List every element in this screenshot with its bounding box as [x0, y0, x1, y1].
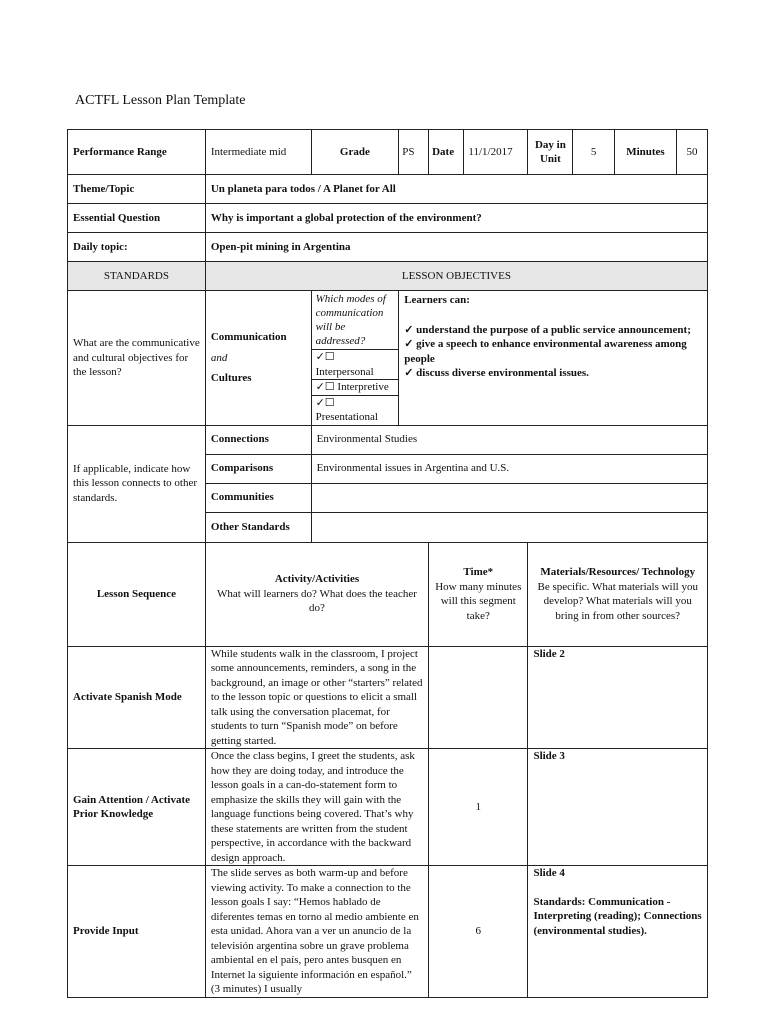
mode-interpretive: ✓☐ Interpretive: [312, 380, 399, 396]
time-subtitle: How many minutes will this segment take?: [435, 580, 522, 622]
materials-text: Slide 4: [533, 867, 565, 879]
essential-question-label: Essential Question: [68, 204, 206, 233]
and-label: and: [210, 351, 228, 364]
objective-3: ✓ discuss diverse environmental issues.: [404, 367, 589, 379]
theme-label: Theme/Topic: [68, 175, 206, 204]
lesson-plan-table: [67, 129, 708, 998]
theme-row: [68, 175, 708, 204]
connections-value: Environmental Studies: [311, 425, 707, 454]
date-label: Date: [429, 130, 464, 175]
materials-standards-text: Standards: Communication - Interpreting (reading); Connections (environmental studies).: [533, 895, 702, 937]
essential-question-value: Why is important a global protection of the environment?: [205, 204, 707, 233]
materials-text: Slide 2: [528, 646, 708, 749]
grade-value: PS: [399, 130, 429, 175]
day-in-unit-label: Day in Unit: [528, 130, 573, 175]
modes-question: Which modes of communication will be addressed?: [312, 291, 399, 350]
objective-1: ✓ understand the purpose of a public service announcement;: [404, 323, 691, 336]
materials-cell: [528, 866, 708, 998]
theme-value: Un planeta para todos / A Planet for All: [205, 175, 707, 204]
standards-header-row: [68, 262, 708, 291]
time-title: Time*: [463, 566, 494, 578]
stage-provide-input: Provide Input: [68, 866, 206, 998]
materials-title: Materials/Resources/ Technology: [540, 566, 696, 578]
lesson-sequence-header: Lesson Sequence: [68, 542, 206, 646]
standards-header: STANDARDS: [68, 262, 206, 291]
minutes-label: Minutes: [614, 130, 676, 175]
stage-gain-attention: Gain Attention / Activate Prior Knowledge: [68, 749, 206, 866]
activity-text: Once the class begins, I greet the students, ask how they are doing today, and introduce the lesson goals in a can-do-statement form to emphasize the skills they will gain with the language functions being covered. That’s why these statements are written from the student perspective, in accordance with the backward design approach.: [205, 749, 428, 866]
performance-range-label: Performance Range: [68, 130, 206, 175]
time-value: 6: [429, 866, 528, 998]
communication-row: [68, 291, 708, 426]
time-value: 1: [429, 749, 528, 866]
performance-range-value: Intermediate mid: [205, 130, 311, 175]
daily-topic-label: Daily topic:: [68, 233, 206, 262]
communities-value: [311, 483, 707, 512]
stage-activate-spanish-mode: Activate Spanish Mode: [68, 646, 206, 749]
time-value: [429, 646, 528, 749]
activity-text: The slide serves as both warm-up and before viewing activity. To make a connection to the lesson goals I say: “Hemos hablado de diferentes temas en torno al medio ambiente en esta unidad. Ahora van a ver un anuncio de la televisión argentina sobre un grave problema ambiental en el país, pero antes busquen en Internet la siguiente información en español.” (3 minutes) I usually: [205, 866, 428, 998]
sequence-row: [68, 646, 708, 749]
comparisons-label: Comparisons: [205, 454, 311, 483]
sequence-row: [68, 866, 708, 998]
connects-question: If applicable, indicate how this lesson connects to other standards.: [68, 425, 206, 542]
comparisons-value: Environmental issues in Argentina and U.S.: [311, 454, 707, 483]
essential-question-row: [68, 204, 708, 233]
grade-label: Grade: [311, 130, 399, 175]
materials-header: [528, 542, 708, 646]
daily-topic-value: Open-pit mining in Argentina: [205, 233, 707, 262]
other-standards-value: [311, 512, 707, 542]
day-in-unit-value: 5: [573, 130, 615, 175]
objective-2: ✓ give a speech to enhance environmental awareness among people: [404, 338, 687, 365]
header-row: [68, 130, 708, 175]
connections-label: Connections: [205, 425, 311, 454]
materials-subtitle: Be specific. What materials will you develop? What materials will you bring in from other sources?: [537, 580, 698, 622]
document-title: ACTFL Lesson Plan Template: [75, 93, 246, 108]
connections-row: [68, 425, 708, 454]
activities-header: [205, 542, 428, 646]
sequence-row: [68, 749, 708, 866]
communication-label: Communication: [210, 331, 287, 343]
daily-topic-row: [68, 233, 708, 262]
modes-cell: [311, 291, 399, 426]
activity-text: While students walk in the classroom, I project some announcements, reminders, a song in the background, an image or other “starters” related to the lesson topic or questions to elicit a small talk using the conversation placemat, for students to turn “Spanish mode” on before getting started.: [205, 646, 428, 749]
time-header: [429, 542, 528, 646]
date-value: 11/1/2017: [464, 130, 528, 175]
sequence-header-row: [68, 542, 708, 646]
activities-subtitle: What will learners do? What does the teacher do?: [217, 587, 417, 615]
communication-cultures-label: [205, 291, 311, 426]
cultures-label: Cultures: [210, 372, 252, 384]
learners-heading: Learners can:: [404, 294, 470, 306]
mode-interpersonal: ✓☐ Interpersonal: [312, 350, 399, 380]
activities-title: Activity/Activities: [274, 573, 360, 586]
learner-objectives: [399, 291, 708, 426]
communities-label: Communities: [205, 483, 311, 512]
objectives-header: LESSON OBJECTIVES: [205, 262, 707, 291]
minutes-value: 50: [676, 130, 707, 175]
communicative-question: What are the communicative and cultural objectives for the lesson?: [68, 291, 206, 426]
mode-presentational: ✓☐ Presentational: [315, 396, 378, 423]
other-standards-label: Other Standards: [205, 512, 311, 542]
materials-text: Slide 3: [528, 749, 708, 866]
